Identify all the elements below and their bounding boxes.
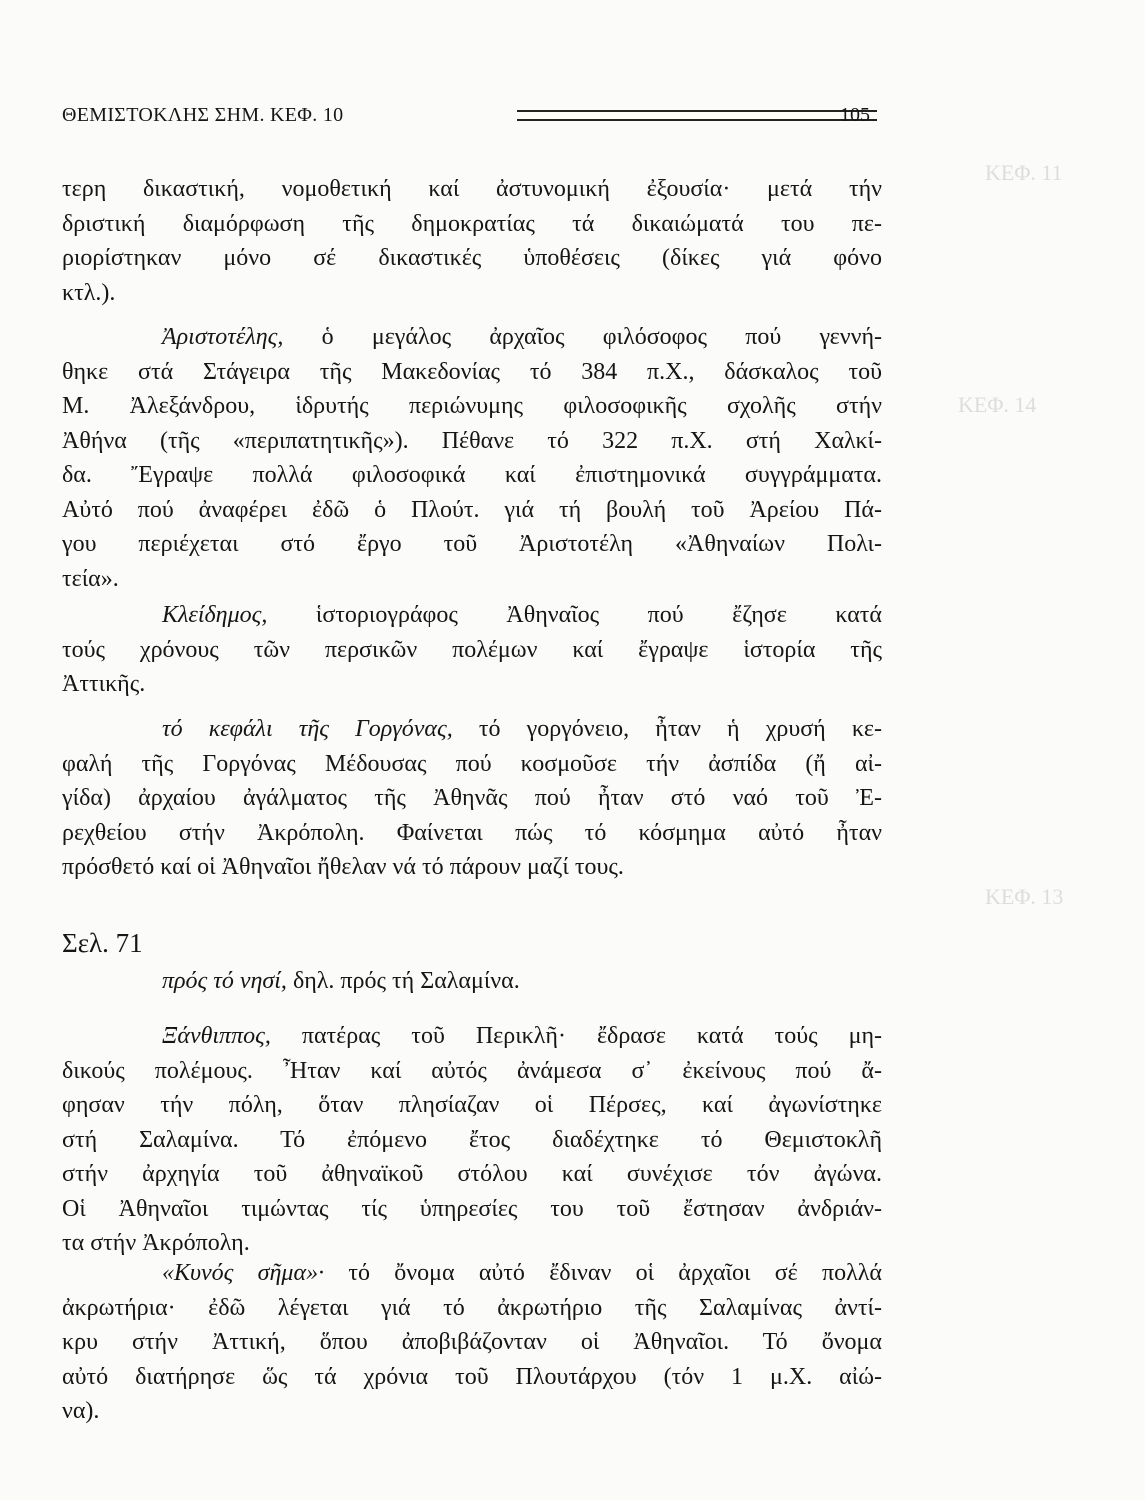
text-line: γου περιέχεται στό ἔργο τοῦ Ἀριστοτέλη «Ἀθηναίων Πολι- [62, 531, 882, 557]
bleed-through-label: ΚΕΦ. 11 [985, 160, 1063, 185]
running-title: ΘΕΜΙΣΤΟΚΛΗΣ ΣΗΜ. ΚΕΦ. 10 [62, 104, 344, 126]
note-kynos-sima [62, 1256, 882, 1429]
note-kleidimos [62, 598, 882, 702]
text-line: τεία». [62, 565, 119, 592]
text-line: Οἱ Ἀθηναῖοι τιμώντας τίς ὑπηρεσίες του τοῦ ἔστησαν ἀνδριάν- [62, 1195, 882, 1222]
text-line: Μ. Ἀλεξάνδρου, ἱδρυτής περιώνυμης φιλοσοφικῆς σχολῆς στήν [62, 393, 882, 419]
note-xanthippos [62, 1019, 882, 1261]
text-line: Αὐτό πού ἀναφέρει ἐδῶ ὁ Πλούτ. γιά τή βουλή τοῦ Ἀρείου Πά- [62, 496, 882, 523]
note-aristotelis [62, 320, 882, 596]
note-term: Κλείδημος, [162, 602, 268, 628]
bleed-through-label: ΚΕΦ. 13 [985, 884, 1064, 909]
note-term: πρός τό νησί, [162, 968, 287, 994]
text-line: Ἀθήνα (τῆς «περιπατητικῆς»). Πέθανε τό 322 π.Χ. στή Χαλκί- [62, 427, 882, 454]
text-line: ριορίστηκαν μόνο σέ δικαστικές ὑποθέσεις (δίκες γιά φόνο [62, 245, 882, 271]
text-line: τούς χρόνους τῶν περσικῶν πολέμων καί ἔγραψε ἱστορία τῆς [62, 636, 882, 663]
note-text: τό γοργόνειο, ἦταν ἡ χρυσή κε- [452, 716, 882, 742]
text-line: Ἀττικῆς. [62, 671, 146, 697]
note-text: ὁ μεγάλος ἀρχαῖος φιλόσοφος πού γεννή- [283, 324, 882, 350]
text-line: δριστική διαμόρφωση τῆς δημοκρατίας τά δικαιώματά του πε- [62, 210, 882, 237]
text-line: δα. Ἔγραψε πολλά φιλοσοφικά καί ἐπιστημονικά συγγράμματα. [62, 462, 882, 488]
note-term: τό κεφάλι τῆς Γοργόνας, [162, 716, 453, 742]
note-gorgoneio [62, 712, 882, 885]
text-line: τερη δικαστική, νομοθετική καί ἀστυνομική ἐξουσία· μετά τήν [62, 176, 882, 202]
note-text: ἱστοριογράφος Ἀθηναῖος πού ἔζησε κατά [267, 602, 882, 628]
text-line: φαλή τῆς Γοργόνας Μέδουσας πού κοσμοῦσε τήν ἀσπίδα (ἤ αἰ- [62, 750, 882, 777]
note-text: τό ὄνομα αὐτό ἔδιναν οἱ ἀρχαῖοι σέ πολλά [324, 1260, 882, 1286]
page-number: 105 [840, 104, 870, 126]
text-line: γίδα) ἀρχαίου ἀγάλματος τῆς Ἀθηνᾶς πού ἦταν στό ναό τοῦ Ἐ- [62, 785, 882, 811]
text-line: δικούς πολέμους. Ἦταν καί αὐτός ἀνάμεσα σ᾽ ἐκείνους πού ἄ- [62, 1057, 882, 1084]
text-line: θηκε στά Στάγειρα τῆς Μακεδονίας τό 384 π.Χ., δάσκαλος τοῦ [62, 358, 882, 385]
text-line: κτλ.). [62, 279, 116, 306]
text-line: στή Σαλαμίνα. Τό ἐπόμενο ἔτος διαδέχτηκε τό Θεμιστοκλῆ [62, 1126, 882, 1153]
text-line [62, 1256, 882, 1291]
text-line: αὐτό διατήρησε ὥς τά χρόνια τοῦ Πλουτάρχου (τόν 1 μ.Χ. αἰώ- [62, 1363, 882, 1390]
note-text: πατέρας τοῦ Περικλῆ· ἔδρασε κατά τούς μη- [270, 1023, 882, 1049]
note-term: «Κυνός σῆμα»· [162, 1260, 325, 1286]
note-term: Ἀριστοτέλης, [162, 324, 284, 350]
text-line [62, 964, 882, 999]
text-line: τα στήν Ἀκρόπολη. [62, 1230, 250, 1256]
continuation-paragraph [62, 172, 882, 310]
text-line: να). [62, 1398, 100, 1424]
text-line [62, 712, 882, 747]
note-text: δηλ. πρός τή Σαλαμίνα. [286, 968, 520, 994]
note-term: Ξάνθιππος, [162, 1023, 271, 1049]
text-line: φησαν τήν πόλη, ὅταν πλησίαζαν οἱ Πέρσες, καί ἀγωνίστηκε [62, 1092, 882, 1118]
note-nisi [62, 964, 882, 999]
header-double-rule [517, 110, 877, 121]
section-heading: Σελ. 71 [62, 928, 143, 958]
text-line: στήν ἀρχηγία τοῦ ἀθηναϊκοῦ στόλου καί συνέχισε τόν ἀγώνα. [62, 1161, 882, 1187]
running-header [62, 104, 870, 132]
text-line [62, 320, 882, 355]
text-line: ρεχθείου στήν Ἀκρόπολη. Φαίνεται πώς τό κόσμημα αὐτό ἦταν [62, 819, 882, 846]
text-line: κρυ στήν Ἀττική, ὅπου ἀποβιβάζονταν οἱ Ἀθηναῖοι. Τό ὄνομα [62, 1329, 882, 1355]
bleed-through-label: ΚΕΦ. 14 [958, 392, 1037, 417]
text-line [62, 1019, 882, 1054]
text-line: ἀκρωτήρια· ἐδῶ λέγεται γιά τό ἀκρωτήριο τῆς Σαλαμίνας ἀντί- [62, 1294, 882, 1321]
text-line: πρόσθετό καί οἱ Ἀθηναῖοι ἤθελαν νά τό πάρουν μαζί τους. [62, 854, 624, 880]
text-line [62, 598, 882, 633]
